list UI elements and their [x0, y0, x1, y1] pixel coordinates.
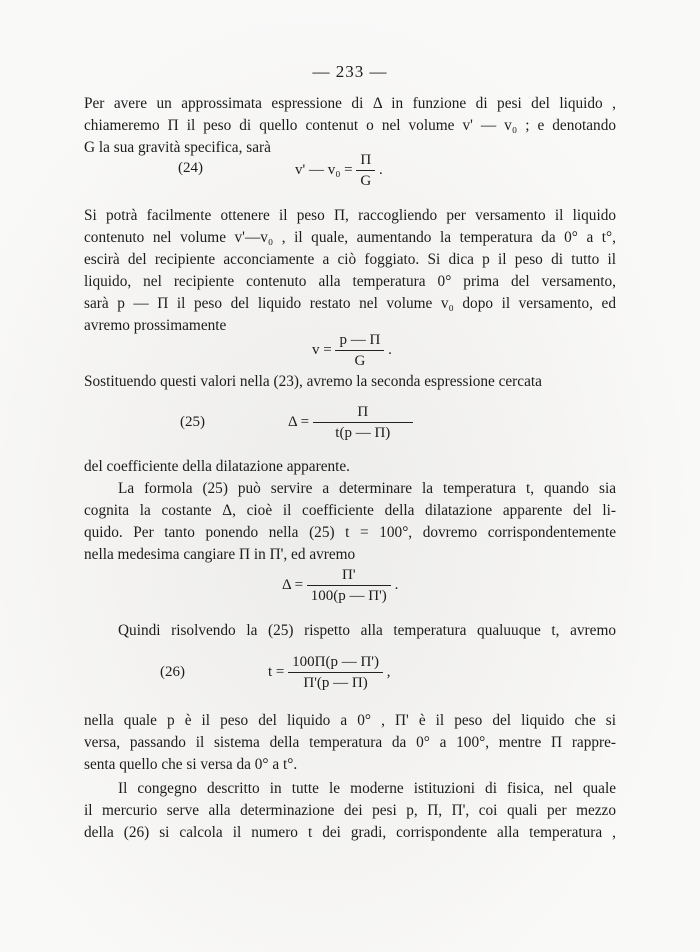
denominator: G: [360, 173, 372, 189]
numerator: Π: [313, 402, 413, 423]
equation-punct: .: [388, 341, 392, 358]
equation-lhs: Δ =: [282, 576, 304, 593]
text-line: quido. Per tanto ponendo nella (25) t = 100°, dovremo corrispondentemente: [84, 524, 616, 541]
text-line: G la sua gravità specifica, sarà: [84, 139, 271, 156]
equation-delta-100: [282, 565, 398, 606]
page-number: — 233 —: [312, 62, 388, 81]
text-line: liquido, nel recipiente contenuto alla temperatura 0° prima del versamento,: [84, 273, 616, 290]
text-line: Il congegno descritto in tutte le moderne istituzioni di fisica, nel quale: [118, 780, 616, 797]
text-line: sarà p — Π il peso del liquido restato nel volume v₀ dopo il versamento, ed: [84, 295, 616, 312]
numerator: Π: [356, 150, 375, 171]
denominator: G: [354, 353, 366, 369]
text-line: chiameremo Π il peso di quello contenut o nel volume v' — v₀ ; e denotando: [84, 117, 616, 134]
text-line: senta quello che si versa da 0° a t°.: [84, 756, 298, 773]
text-line: Sostituendo questi valori nella (23), avremo la seconda espressione cercata: [84, 373, 542, 390]
equation-lhs: Δ =: [288, 413, 310, 430]
text-line: della (26) si calcola il numero t dei gradi, corrispondente alla temperatura ,: [84, 824, 616, 841]
equation-24: [295, 150, 383, 191]
text-line: Per avere un approssimata espressione di Δ in funzione di pesi del liquido ,: [84, 95, 616, 112]
denominator: t(p — Π): [335, 425, 391, 441]
text-line: versa, passando il sistema della temperatura da 0° a 100°, mentre Π rappre-: [84, 734, 616, 751]
equation-number: (26): [160, 664, 185, 680]
fraction: [288, 652, 383, 693]
equation-lhs: v' — v₀ =: [295, 161, 353, 178]
text-line: cognita la costante Δ, cioè il coefficiente della dilatazione apparente del li-: [84, 502, 616, 519]
equation-v: [312, 330, 392, 371]
equation-punct: ,: [386, 663, 391, 680]
text-line: del coefficiente della dilatazione apparente.: [84, 458, 350, 475]
text-line: La formola (25) può servire a determinare la temperatura t, quando sia: [118, 480, 616, 497]
text-line: nella quale p è il peso del liquido a 0° , Π' è il peso del liquido che si: [84, 712, 616, 729]
equation-number: (25): [180, 414, 205, 430]
equation-punct: .: [379, 161, 383, 178]
fraction: [356, 150, 375, 191]
numerator: Π': [307, 565, 391, 586]
denominator: Π'(p — Π): [303, 675, 368, 691]
denominator: 100(p — Π'): [310, 588, 387, 604]
equation-number: (24): [178, 160, 203, 176]
numerator: p — Π: [335, 330, 384, 351]
text-line: Si potrà facilmente ottenere il peso Π, raccogliendo per versamento il liquido: [84, 207, 616, 224]
equation-lhs: t =: [268, 663, 285, 680]
text-line: avremo prossimamente: [84, 317, 227, 334]
fraction: [335, 330, 384, 371]
equation-lhs: v =: [312, 341, 332, 358]
equation-25: [288, 402, 413, 443]
text-line: escirà del recipiente acconciamente a ciò foggiato. Si dica p il peso di tutto il: [84, 251, 616, 268]
text-line: contenuto nel volume v'—v₀ , il quale, aumentando la temperatura da 0° a t°,: [84, 229, 616, 246]
equation-punct: .: [394, 576, 399, 593]
fraction: [313, 402, 413, 443]
text-line: Quindi risolvendo la (25) rispetto alla temperatura qualuuque t, avremo: [118, 622, 616, 639]
text-line: il mercurio serve alla determinazione dei pesi p, Π, Π', coi quali per mezzo: [84, 802, 616, 819]
numerator: 100Π(p — Π'): [288, 652, 383, 673]
fraction: [307, 565, 391, 606]
text-line: nella medesima cangiare Π in Π', ed avremo: [84, 546, 356, 563]
equation-26: [268, 652, 391, 693]
